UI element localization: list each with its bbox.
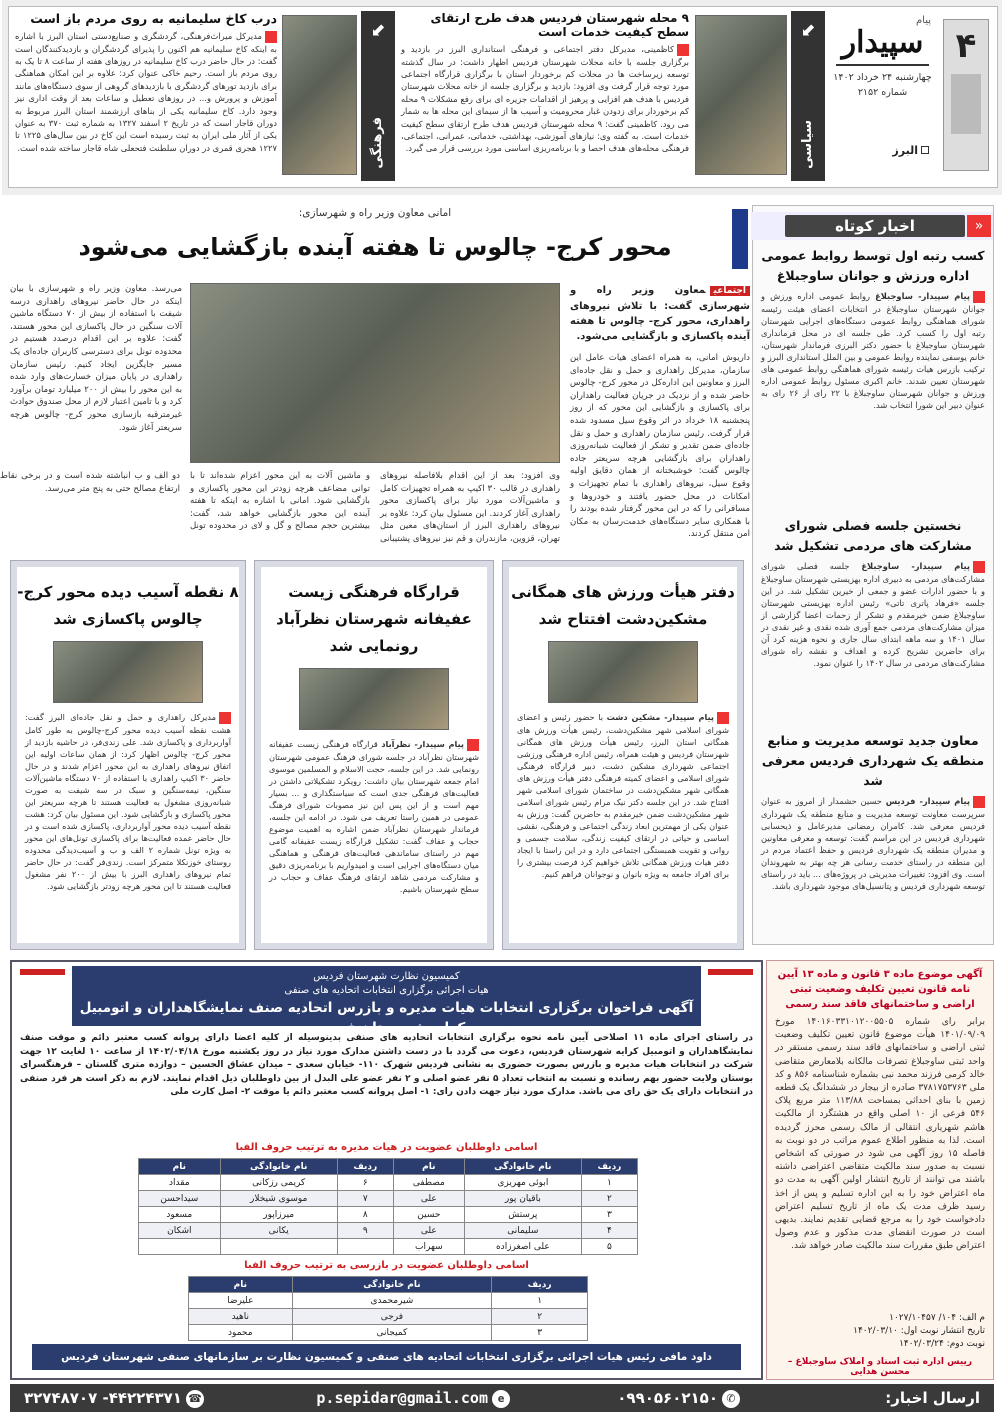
table-cell: ۳: [581, 1207, 637, 1223]
election-line3: آگهی فراخوان برگزاری انتخابات هیات مدیره و بازرس اتحادیه صنف نمایشگاهداران و اتومبیل کرایه شهرستان فردیس: [79, 1000, 694, 1036]
lead-story: [0, 205, 750, 555]
table-row: [189, 1309, 588, 1325]
arrow-down-icon: ⬋: [370, 20, 386, 41]
sidebar-item: [761, 516, 985, 669]
election-body: در راستای اجرای ماده ۱۱ اصلاحی آیین نامه نحوه برگزاری انتخابات اتحادیه های صنفی بدینوسیله از کلیه اعضا دارای پروانه کسب معتبر دائم و موقت صنف نمایشگاهداران و اتومبیل کرایه شهرستان فردیس، دعوت می گردد با در دست داشتن مدارک مورد نیاز در روز یکشنبه مورخ ۱۴۰۲/۰۴/۱۸ از ساعت ۱۰ لغایت ۱۲ جهت شرکت در انتخابات هیات مدیره و بازرس بصورت حضوری به نشانی فردیس شهرک ۱۱۰- خیابان سعدی – میدان عشاق الحسین – دوازده متری گلستان – فرهنگسرای بوستان ولایت حضور بهم رسانده و نسبت به انتخاب تعداد ۵ نفر عضو اصلی و ۲ نفر عضو علی البدل از بین داوطلبان ذیل اقدام نمایند. لازم به ذکر است هر فرد صنفی در انتخابات دارای یک حق رای می باشد. مدارک مورد نیاز جهت دادن رای: ۱- اصل پروانه کسب معتبر دائم یا موقت ۲- اصل کارت ملی: [20, 1033, 754, 1097]
table-cell: یکانی: [220, 1223, 337, 1239]
red-square-icon: [467, 739, 479, 751]
story2-photo: [282, 15, 357, 175]
red-square-icon: [265, 31, 277, 43]
whatsapp-icon: ✆: [722, 1390, 740, 1408]
table-cell: علی: [393, 1191, 464, 1207]
table-row: [139, 1207, 638, 1223]
table-header-cell: ردیف: [492, 1277, 588, 1293]
table-cell: [337, 1239, 393, 1255]
table-cell: مقداد: [139, 1175, 221, 1191]
table-row: [139, 1175, 638, 1191]
notice-date2: نوبت دوم: ۱۴۰۲/۰۳/۲۴: [899, 1339, 985, 1349]
sidebar-ribbon: [751, 212, 993, 240]
tag-badge: اجتماعی: [710, 286, 750, 296]
table-cell: سهراب: [393, 1239, 464, 1255]
table-cell: علی: [393, 1223, 464, 1239]
election-notice: [10, 960, 763, 1380]
table-header-cell: ردیف: [581, 1159, 637, 1175]
table-row: [139, 1191, 638, 1207]
notice-body: برابر رای شماره ۱۴۰۱۶۰۳۳۱۰۱۲۰۰۵۵۰۵ مورخ ۱۴۰۱/۰۹/۰۹ هیأت موضوع قانون تعیین تکلیف وضعیت ثبتی اراضی و ساختمانهای فاقد سند رسمی مستقر در واحد ثبتی ساوجبلاغ تصرفات مالکانه بلامعارض متقاضی خالد کرمی فرزند محمد نبی بشماره شناسنامه ۸۵۶ و کد ملی ۳۷۸۱۷۵۳۷۶۳ صادره از بیجار در ششدانگ یک قطعه زمین با بنای احداثی بمساحت ۱۱۳/۸۸ متر مربع پلاک ۵۴۶ فرعی از ۱۰ اصلی واقع در هشتگرد از مالکیت هاشم شهریاری انتقالی از مالک رسمی محرز گردیده است. لذا به منظور اطلاع عموم مراتب در دو نوبت به فاصله ۱۵ روز آگهی می شود در صورتی که اشخاص نسبت به صدور سند مالکیت متقاضی اعتراضی داشته باشند می توانند از تاریخ انتشار اولین آگهی به مدت دو ماه اعتراض خود را به این اداره تسلیم و پس از اخذ رسید ظرف مدت یک ماه از تاریخ تسلیم اعتراض دادخواست خود را به مرجع قضایی تقدیم نمایند. بدیهی است در صورت انقضای مدت مذکور و عدم وصول اعتراض طبق مقررات سند مالکیت صادر خواهد شد.: [775, 1017, 986, 1252]
short-news-sidebar: [752, 205, 994, 945]
table-cell: ۲: [492, 1309, 588, 1325]
sidebar-item-title: نخستین جلسه فصلی شورای مشارکت های مردمی تشکیل شد: [774, 518, 972, 553]
table-cell: ۸: [337, 1207, 393, 1223]
page-header: [2, 0, 1002, 195]
story2: [15, 11, 277, 154]
sidebar-item: [761, 731, 985, 892]
inspector-candidates-table: [188, 1276, 588, 1341]
table-row: [139, 1223, 638, 1239]
table-header-cell: نام خانوادگی: [464, 1159, 581, 1175]
election-signature: داود مافی رئیس هیات اجرائی برگزاری انتخابات اتحادیه های صنفی و کمیسیون نظارت بر سازمانهای صنفی شهرستان فردیس: [32, 1344, 741, 1370]
story1-title: ۹ محله شهرستان فردیس هدف طرح ارتقای سطح کیفیت خدمات است: [430, 11, 689, 39]
table-cell: مسعود: [139, 1207, 221, 1223]
table-cell: ۴: [581, 1223, 637, 1239]
table-cell: حسین: [393, 1207, 464, 1223]
table-row: [139, 1239, 638, 1255]
land-registry-notice: [766, 960, 994, 1380]
table-cell: پرستش: [464, 1207, 581, 1223]
sidebar-item-body: پیام سپیدار- فردیس حسین حشمدار از امروز به عنوان سرپرست معاونت توسعه مدیریت و منابع منطقه یک شهرداری فردیس معرفی شد. کامران رمضانی مدیرعامل و ذیحسابی شهرداری فردیس در این مراسم گفت: توسعه و معرفی معاونین و مدیران منطقه یک شهرداری فردیس و حفظ اعتماد مردم در این منطقه در راستای خدمت رسانی هر چه بهتر به شهروندان است. وی افزود: تغییرات مدیریتی در پروژه‌های ... باید در راستای توسعه شهرداری فردیس و پتانسیل‌های موجود شهرداری باشد.: [761, 796, 985, 892]
story1-photo: [695, 15, 787, 175]
board-candidates-table: [138, 1158, 638, 1255]
table-cell: ۳: [492, 1325, 588, 1341]
table-cell: [220, 1239, 337, 1255]
table-cell: ۲: [581, 1191, 637, 1207]
inspector-table: [188, 1276, 588, 1341]
story2-title: درب کاخ سلیمانیه به روی مردم باز است: [30, 11, 277, 26]
news-card-photo: [53, 641, 203, 703]
notice-ref: م الف: ۱۰۴/ ۱۰۲۷/۱۰۴۵۷: [889, 1313, 985, 1323]
sidebar-title: اخبار کوتاه: [785, 215, 965, 237]
masthead: [830, 15, 935, 175]
red-square-icon: [973, 561, 985, 573]
news-card-title: قرارگاه فرهنگی زیست عفیفانه شهرستان نظرآباد رونمایی شد: [276, 583, 472, 655]
email-contact[interactable]: ep.sepidar@gmail.com: [316, 1387, 514, 1409]
news-card-photo: [299, 668, 449, 730]
red-square-icon: [677, 44, 689, 56]
table-cell: ابوئی مهریزی: [464, 1175, 581, 1191]
logo-small: پیام: [915, 15, 931, 26]
table-cell: علی اصغرزاده: [464, 1239, 581, 1255]
phone-icon: ☎: [186, 1390, 204, 1408]
table-cell: ناهید: [189, 1309, 293, 1325]
table-cell: کریمی رزکانی: [220, 1175, 337, 1191]
table1-title: اسامی داوطلبان عضویت در هیات مدیره به ترتیب حروف الفبا: [235, 1142, 538, 1153]
sidebar-item-title: معاون جدید توسعه مدیریت و منابع منطقه یک شهرداری فردیس معرفی شد: [761, 733, 985, 788]
square-icon: [921, 146, 929, 154]
sidebar-item-body: پیام سپیدار- ساوجبلاغ جلسه فصلی شورای مشارکت‌های مردمی به دبیری اداره بهزیستی شهرستان ساوجبلاغ و با حضور ادارات عضو و جمعی از خیرین تشکیل شد. در این جلسه «فرهاد پاتری تاتی» رئیس اداره بهزیستی شهرستان ساوجبلاغ ضمن خیرمقدم و تشکر از زحمات اعضا گزارشی از میزان مشارکت‌های مردمی جمع آوری شده نقدی و غیر نقدی در سال ۱۴۰۱ و سه ماهه ابتدای سال جاری و نحوه هزینه کرد آن برای حاضرین تشریح کرده و اهداف و نقشه راه شورای مشارکت‌های مردمی در سال ۱۴۰۲ را عنوان نمود.: [761, 561, 985, 669]
table-header-cell: نام خانوادگی: [292, 1277, 492, 1293]
table-cell: سیداحسن: [139, 1191, 221, 1207]
red-square-icon: [973, 796, 985, 808]
election-line1: کمیسیون نظارت شهرستان فردیس: [313, 971, 460, 982]
table-cell: علیرضا: [189, 1293, 293, 1309]
chevrons-left-icon: «: [967, 215, 991, 237]
table-cell: اشکان: [139, 1223, 221, 1239]
notice-signature: رییس اداره ثبت اسناد و املاک ساوجبلاغ – محسن هدایی: [787, 1357, 973, 1377]
table-row: [189, 1293, 588, 1309]
news-card-inner: [261, 567, 487, 943]
phone-contact[interactable]: ☎۴۴۲۲۴۳۷۱- ۳۲۷۴۸۷۰۷: [24, 1387, 208, 1409]
story1: [401, 11, 689, 155]
table-cell: ۱: [492, 1293, 588, 1309]
news-card: [502, 560, 744, 950]
table-row: [189, 1325, 588, 1341]
logo: سپیدار: [841, 25, 924, 60]
table-cell: [139, 1239, 221, 1255]
issue-number: شماره ۲۱۵۲: [857, 87, 908, 98]
news-card-photo: [548, 641, 698, 703]
email-icon: e: [492, 1390, 510, 1408]
table-cell: کمیجانی: [292, 1325, 492, 1341]
red-square-icon: [717, 712, 729, 724]
lead-col-left-body: می‌رسد. معاون وزیر راه و شهرسازی با بیان اینکه در حال حاضر نیروهای راهداری درسه شیفت با استفاده از بیش از ۷۰ دستگاه ماشین آلات سنگین در حال پاکسازی این محور هستند، گفت: علاوه بر این اقدام درصدد هستیم در محدوده تونل برای دسترسی کاربران جاده‌ای یک مسیر جایگزین ایجاد کنیم. رئیس سازمان راهداری در پایان میزان خسارت‌های وارد شده به این محور را بیش از ۲۰۰ میلیارد تومان برآورد کرد و با تامین اعتبار لازم از محل صندوق حوادث غیرمترقبه بازسازی محور کرج- چالوس هرچه سریعتر آغاز شود.: [10, 284, 183, 433]
news-card-inner: [17, 567, 239, 943]
region-label: البرز: [830, 144, 935, 157]
news-card-title: ۸ نقطه آسیب دیده محور کرج- چالوس پاکسازی شد: [17, 583, 239, 628]
lead-kicker: امانی معاون وزیر راه و شهرسازی:: [298, 207, 452, 219]
election-line2: هیات اجرائی برگزاری انتخابات اتحادیه های صنفی: [284, 985, 489, 996]
notice-date1: تاریخ انتشار نوبت اول: ۱۴۰۲/۰۳/۱۰: [853, 1326, 985, 1336]
story1-body: کاظمینی، مدیرکل دفتر اجتماعی و فرهنگی استانداری البرز در بازدید و برگزاری جلسه با خانه محلات شهرستان فردیس اظهار داشت: در سال گذشته توسعه زیرساخت ها در محلات کم برخوردار استان با برگزاری قرارگاه اجتماعی مورد توجه قرار گرفت وی افزود: بازدید و برگزاری جلسه از خانه محلات شهرستان فردیس با هدف هم افزایی و پرهیز از اقدامات جزیره ای برای رفع مشکلات ۹ محله کم برخوردار برای زدودن غبار محرومیت و آسیب ها از سیمای این محله ها به شمار می رود. کاظمینی گفت: ۹ محله شهرستان فردیس هدف طرح ارتقای سطح کیفیت خدمات است. به گفته وی: نیازهای آموزشی، بهداشتی، خدماتی، عمرانی، اجتماعی، فرهنگی محله‌های هدف احصا و با برنامه‌ریزی اساسی مورد بررسی قرار می گیرد.: [401, 44, 689, 154]
footer-label: ارسال اخبار:: [885, 1389, 980, 1407]
table-header-cell: نام: [139, 1159, 221, 1175]
table-cell: ۵: [581, 1239, 637, 1255]
lead-title: محور کرج- چالوس تا هفته آینده بازگشایی می‌شود: [78, 233, 672, 261]
page-box-decor: [951, 74, 981, 134]
lead-photo: [190, 283, 560, 463]
table-cell: ۹: [337, 1223, 393, 1239]
lead-col-mid-body: وی افزود: بعد از این اقدام بلافاصله نیروهای راهداری در قالب ۳۰ اکیپ به همراه تجهیزات کامل و ماشین‌آلات مورد نیاز برای پاکسازی محور راهداری آغاز کردند. این مسئول بیان کرد: علاوه بر نیروهای راهداری البرز از استان‌های معین مثل تهران، قزوین، مازندران و قم نیز نیروهای پشتیبانی و ماشین آلات به این محور اعزام شده‌اند تا با توانی مضاعف هرچه زودتر این محور پاکسازی و بازگشایی شود. امانی با اشاره به اینکه تا هفته آینده این محور بازگشایی خواهد شد، گفت: بیشترین حجم مصالح و گل و لای در محدوده تونل دو الف و ب انباشته شده است و در برخی نقاط ارتفاع مصالح حتی به پنج متر می‌رسد.: [0, 471, 560, 544]
section-strip-politics: ⬋ سیاسی: [791, 11, 825, 181]
lead-col-right-body: داریوش امانی، به همراه اعضای هیات عامل این سازمان، مدیرکل راهداری و حمل و نقل جاده‌ای البرز و معاونین این اداره‌کل در محور کرج- چالوس حاضر شده و از نزدیک در جریان فعالیت راهداران برای پاکسازی و بازگشایی این محور که از روز پنجشنبه ۱۸ خرداد در اثر وقوع سیل مسدود شده قرار گرفت. رئیس سازمان راهداری و حمل و نقل جاده‌ای ضمن تقدیر و تشکر از فعالیت شبانه‌روزی راهداران برای بازگشایی هرچه سریعتر جاده چالوس گفت: خوشبختانه از همان دقایق اولیه وقوع سیل، نیروهای راهداری با تمام تجهیزات و امکانات در محل حضور یافتند و خودروها و مسافرانی را که در این محور گرفتار شده بودند را با همکاری سایر دستگاه‌های خدمت‌رسان به مکان امن منتقل کردند.: [570, 353, 750, 540]
section-strip-culture: ⬋ فرهنگی: [361, 11, 395, 181]
table-cell: محمود: [189, 1325, 293, 1341]
header-frame: [8, 6, 998, 188]
news-card-title: دفتر هیأت ورزش های همگانی مشکین‌دشت افتتاح شد: [511, 583, 735, 628]
table-cell: فرجی: [292, 1309, 492, 1325]
red-square-icon: [973, 291, 985, 303]
table-cell: شیرمحمدی: [292, 1293, 492, 1309]
sidebar-item-title: کسب رتبه اول توسط روابط عمومی اداره ورزش و جوانان ساوجبلاغ: [761, 248, 985, 283]
decor-bar: [708, 969, 753, 975]
news-card: [10, 560, 246, 950]
notice-title: آگهی موضوع ماده ۳ قانون و ماده ۱۳ آیین نامه قانون تعیین تکلیف وضعیت ثبتی اراضی و ساختمانهای فاقد سند رسمی: [777, 969, 983, 1010]
table2-title: اسامی داوطلبان عضویت در بازرسی به ترتیب حروف الفبا: [244, 1260, 529, 1271]
table-cell: میرزاپور: [220, 1207, 337, 1223]
sidebar-item: [761, 246, 985, 411]
contact-footer: [10, 1384, 994, 1412]
page-number-box: [943, 19, 989, 171]
news-card-body: پیام سپیدار- مشکین دشت با حضور رئیس و اعضای شورای اسلامی شهر مشکین‌دشت، رئیس هیأت ورزش های همگانی استان البرز، رئیس هیأت ورزش های همگانی شهرستان فردیس و هیئت همراه، رئیس اداره فرهنگی ورزشی اجتماعی شهرداری مشکین دشت، دبیر قرارگاه فرهنگی شورای اسلامی و اعضای کمیته فرهنگی دفتر هیأت ورزش های همگانی شهر مشکین‌دشت در ساختمان شورای اسلامی شهر افتتاح شد. در این جلسه دکتر نیک مرام رئیس شورای اسلامی شهر مشکین‌دشت ضمن خیرمقدم به حاضرین گفت: ورزش به عنوان یکی از مهمترین ابعاد زندگی اجتماعی و فرهنگی، نقشی اساسی و حیاتی در ارتقای کیفیت زندگی، سلامت جسمی و روانی و تقویت همبستگی اجتماعی دارد و در این راستا با ایجاد دفتر هیات ورزش همگانی تلاش خواهیم کرد فرصت بیشتری را برای افراد جامعه به ویژه بانوان و نوجوانان فراهم کنیم.: [517, 712, 729, 879]
news-card-inner: [509, 567, 737, 943]
table-header-cell: نام: [189, 1277, 293, 1293]
news-card-body: مدیرکل راهداری و حمل و نقل جاده‌ای البرز گفت: هشت نقطه آسیب دیده محور کرج-چالوس به طور کامل آواربرداری و پاکسازی شد. علی زندی‌فر، در حاشیه بازدید از محور کرج- چالوس اظهار کرد: از همان ساعات اولیه این اتفاق نیروهای راهداری به این محور اعزام شدند و در حال حاضر ۳۰ اکیپ راهداری با استفاده از ۷۰ دستگاه ماشین‌آلات سنگین، نیمه‌سنگین و سبک در سه شیفت به صورت شبانه‌روزی مشغول به فعالیت هستند تا هرچه سریعتر این محور پاکسازی و بازگشایی شود. این مسئول بیان کرد: هشت نقطه آسیب دیده محور آواربرداری، پاکسازی شده است و در حال حاضر عمده فعالیت‌ها برای پاکسازی تونل‌های این محور به ویژه تونل شماره ۲ الف و ب و آسیب‌دیدگی محدوده روستای خوزنکلا متمرکز است. زندی‌فر گفت: در حال حاضر تمام نیروهای راهداری البرز با بیش از ۲۰۰ نفر مشغول فعالیت هستند تا این محور هرچه زودتر بازگشایی شود.: [25, 712, 231, 891]
table-header-cell: نام خانوادگی: [220, 1159, 337, 1175]
issue-date: چهارشنبه ۲۴ خرداد ۱۴۰۲: [833, 72, 932, 83]
table-header-cell: نام: [393, 1159, 464, 1175]
election-banner: [72, 966, 701, 1036]
table-cell: موسوی شیخلار: [220, 1191, 337, 1207]
news-card: [254, 560, 494, 950]
story2-body: مدیرکل میراث‌فرهنگی، گردشگری و صنایع‌دستی استان البرز با اشاره به اینکه کاخ سلیمانیه هم اکنون را پذیرای گردشگران و بازدیدکنندگان است گفت: در حال حاضر درب کاخ سلیمانیه در روزهای هفته از ساعت ۸ تا یک به روی مردم باز است. رحیم خاکی عنوان کرد: علاوه بر این امکان هماهنگی برای بازدید تورهای گردشگری با بازدیدهای گروهی از سوی دستگاه‌های مانند آموزش و پرورش و... در روزهای تعطیل و ساعات بعد از وقت اداری نیز وجود دارد. کاخ سلیمانیه یکی از بناهای ارزشمند استان البرز مربوط به دوران قاجار است که در تاریخ ۲ اسفند ۱۳۲۷ به شماره ثبت ۳۷۰ به عنوان یکی از آثار ملی ایران به ثبت رسیده است این کاخ در بین سال‌های ۱۲۲۵ تا ۱۲۲۷ هجری قمری در دوران سلطنت فتحعلی شاه قاجار ساخته شده است.: [15, 31, 277, 153]
lead-accent-bar: [732, 209, 748, 269]
table-cell: ۱: [581, 1175, 637, 1191]
table-cell: ۷: [337, 1191, 393, 1207]
decor-bar: [20, 969, 65, 975]
red-square-icon: [219, 712, 231, 724]
table-cell: سلیمانی: [464, 1223, 581, 1239]
table-cell: ۶: [337, 1175, 393, 1191]
page-number: ۴: [955, 26, 977, 66]
lead-lede: اجتماعیمعاون وزیر راه و شهرسازی گفت: با تلاش نیروهای راهداری، محور کرج- چالوس تا هفته آینده پاکسازی و بازگشایی می‌شود.: [570, 285, 750, 342]
whatsapp-contact[interactable]: ✆۰۹۹۰۵۶۰۲۱۵۰: [617, 1387, 744, 1409]
news-card-body: پیام سپیدار- نظرآباد قرارگاه فرهنگی زیست عفیفانه شهرستان نظرآباد در جلسه شورای فرهنگ عمومی شهرستان رونمایی شد. در این جلسه، حجت الاسلام و المسلمین موسوی امام جمعه شهرستان بیان داشت: رویکرد تشکیلاتی داشتن در فعالیت‌های فرهنگی جدی است که سیاستگذاری و ... بسیار مهم است و از این پس این نیز مصوبات شورای فرهنگ عمومی در همین راستا تعریف می شود. در ادامه این جلسه، فرماندار شهرستان نظرآباد ضمن اشاره به اهمیت موضوع حجاب و عفاف گفت: تشکیل قرارگاه زیست عفیفانه گامی مهم در راستای ساماندهی فعالیت‌های فرهنگی و هماهنگی میان دستگاه‌های اجرایی است و امیدواریم با برنامه‌ریزی دقیق و مشارکت مردمی شاهد ارتقای فرهنگ عفاف و حجاب در سطح شهرستان باشیم.: [269, 739, 479, 894]
table-cell: باقیان پور: [464, 1191, 581, 1207]
sidebar-item-body: پیام سپیدار- ساوجبلاغ روابط عمومی اداره ورزش و جوانان شهرستان ساوجبلاغ در انتخابات اعضای هیئت رئیسه شورای هماهنگی روابط عمومی دستگاه‌های اجرایی شهرستان رتبه اول را کسب کرد. طی جلسه ای در محل فرمانداری شهرستان ساوجبلاغ با حضور دکتر البرزی فرماندار شهرستان، خانم یوسفی نماینده روابط عمومی و بین الملل استانداری البرز و ترکیب بازرس هیات رئیسه شورای هماهنگی روابط عمومی های شهرستان تعیین شدند. خانم اکبری مسئول روابط عمومی اداره ورزش و جوانان شهرستان ساوجبلاغ با ۲۲ رای از ۲۶ رای به عنوان دبیر این شورا انتخاب شد.: [761, 291, 986, 411]
table-header-cell: ردیف: [337, 1159, 393, 1175]
lead-right-column: [570, 283, 750, 541]
board-table: [138, 1158, 638, 1255]
arrow-down-icon: ⬋: [800, 20, 816, 41]
table-cell: مصطفی: [393, 1175, 464, 1191]
